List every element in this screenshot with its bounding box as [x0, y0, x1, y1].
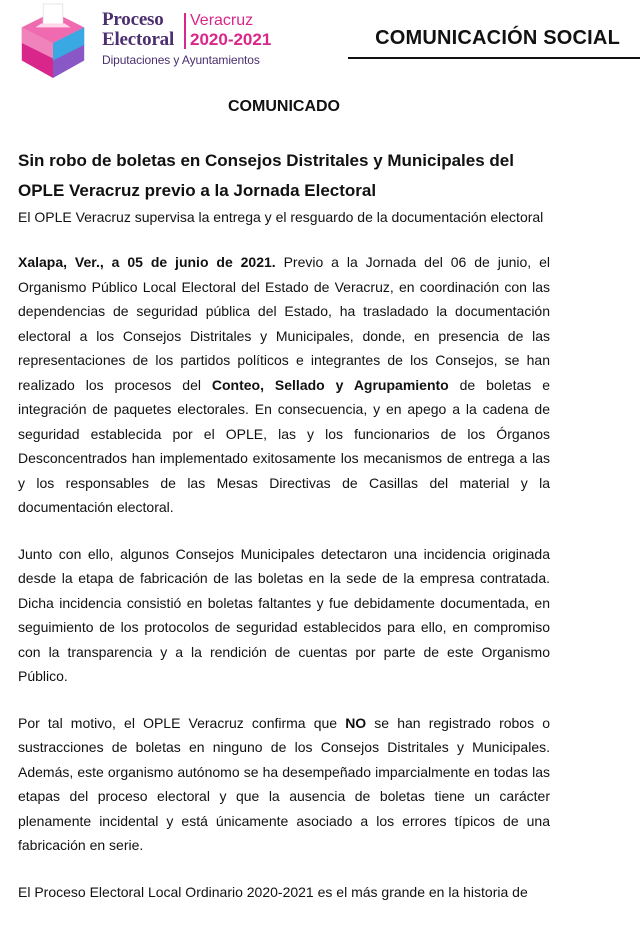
paragraph-1-text-c: de boletas e integración de paquetes electorales. En consecuencia, y en apego a la cadena de seguridad establecida por el OPLE, las y los funcionarios de los Órganos Desconcentrados han implementado exitosamente los mecanismos de entrega a las y los responsables de las Mesas Directivas de Casillas del material y la documentación electoral.	[18, 376, 550, 515]
logo-state: Veracruz	[190, 12, 254, 29]
section-title: COMUNICACIÓN SOCIAL	[375, 27, 620, 49]
paragraph-3-text-c: se han registrado robos o sustracciones de boletas en ninguno de los Consejos Distritales y Municipales. Además, este organismo autónomo se ha desempeñado imparcialmente en todas las etapas del proceso electoral y que la ausencia de boletas tiene un carácter plenamente incidental y está únicamente asociado a los errores típicos de una fabricación en serie.	[18, 714, 550, 853]
subheadline: El OPLE Veracruz supervisa la entrega y el resguardo de la documentación electoral	[18, 209, 544, 225]
paragraph-3-bold: NO	[345, 714, 367, 731]
logo-divider	[184, 13, 186, 49]
paragraph-3	[18, 711, 550, 858]
logo-state-block	[190, 11, 271, 49]
header-rule	[348, 57, 640, 59]
paragraph-3-text-a: Por tal motivo, el OPLE Veracruz confirma que	[18, 714, 346, 731]
paragraph-1-bold: Conteo, Sellado y Agrupamiento	[211, 376, 449, 393]
logo-line2: Electoral	[102, 29, 175, 50]
headline: Sin robo de boletas en Consejos Distritales y Municipales del OPLE Veracruz previo a la Jornada Electoral	[18, 151, 514, 200]
paragraph-2: Junto con ello, algunos Consejos Municipales detectaron una incidencia originada desde la etapa de fabricación de las boletas en la sede de la empresa contratada. Dicha incidencia consistió en boletas faltantes y fue debidamente documentada, en seguimiento de los protocolos de seguridad establecidos para ello, en compromiso con la transparencia y a la rendición de cuentas por parte de este Organismo Público.	[18, 545, 550, 684]
press-release	[18, 96, 550, 926]
dateline: Xalapa, Ver., a 05 de junio de 2021.	[18, 254, 276, 270]
letterhead	[0, 0, 640, 80]
logo-subtitle: Diputaciones y Ayuntamientos	[102, 53, 260, 67]
logo-line1: Proceso	[102, 9, 164, 30]
logo-years: 2020-2021	[190, 30, 272, 49]
paragraph-4: El Proceso Electoral Local Ordinario 2020-2021 es el más grande en la historia de	[18, 883, 528, 900]
paragraph-1	[18, 250, 550, 520]
logo-wordmark	[102, 10, 182, 50]
ballot-box-logo-icon	[14, 2, 92, 80]
document-kind: COMUNICADO	[228, 98, 340, 115]
paragraph-1-text-a: Previo a la Jornada del 06 de junio, el Organismo Público Local Electoral del Estado de Veracruz, en coordinación con las dependencias de seguridad pública del Estado, ha trasladado la documentación electoral a los Consejos Distritales y Municipales, donde, en presencia de las representaciones de los partidos políticos e integrantes de los Consejos, se han realizado los procesos del	[18, 254, 550, 393]
